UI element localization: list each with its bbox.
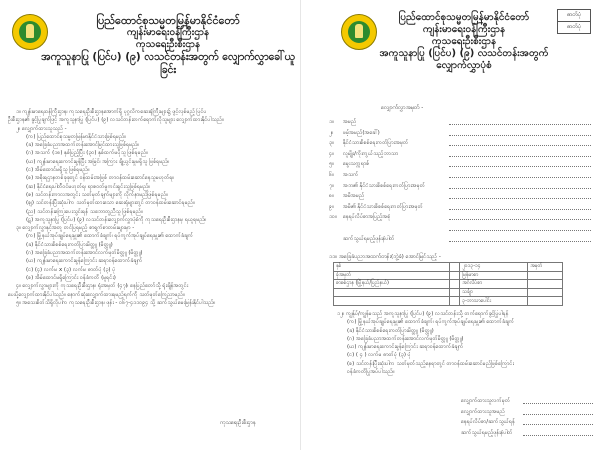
form-field-label: အသက်	[343, 171, 359, 178]
table-cell[interactable]	[334, 297, 450, 306]
header-line-3: ကုသရေးဦးစီးဌာန	[135, 39, 201, 51]
form-field-number: ၄။	[329, 150, 334, 157]
announcement-header	[40, 14, 296, 76]
form-field-row	[329, 159, 591, 170]
signature-input[interactable]	[523, 414, 593, 415]
signature-label: လျှောက်ထားသူအမည်	[461, 408, 505, 415]
form-field-label: မွေးသက္ကရာဇ်	[343, 161, 370, 168]
table-row	[334, 280, 563, 289]
form-field-row	[329, 138, 591, 149]
table-cell[interactable]	[528, 288, 563, 297]
form-field-row	[329, 191, 591, 202]
table-cell[interactable]	[528, 297, 563, 306]
form-field-number: ၁။	[329, 119, 334, 125]
form-field-input[interactable]	[449, 198, 591, 199]
declaration-line: (ဃ) ကျန်းမာရေးကောင်းမွန်ကြောင်း ဆရာဝန်ထောက်ခံချက်	[347, 344, 464, 351]
table-cell[interactable]	[528, 271, 563, 280]
paragraph-line: ၄။ လျှောက်လွှာများကို ကုသရေးဦးစီးဌာန၊ ရုံးအမှတ် (၄၇)၊ နေပြည်တော်သို့ ရုံးချိန်အတွင်း	[16, 283, 189, 290]
form-field-number: ၉။	[329, 203, 334, 210]
photo-box-bottom: ဓာတ်ပုံ	[558, 21, 590, 33]
paragraph-line: (ဃ) ကျန်းမာရေးကောင်းမွန်ပြီး အမြင်၊ အကြား ချို့ယွင်းမှုမရှိသူ ဖြစ်ရမည်။	[26, 158, 170, 165]
form-field-number: ၃။	[329, 140, 334, 147]
paragraph-line: (ဇ) သင်တန်းကာလအတွင်း သတ်မှတ်ချက်များကို လိုက်နာမည်ဖြစ်ရမည်။	[26, 191, 168, 198]
header-line-2: ကျန်းမာရေးဝန်ကြီးဌာန	[126, 27, 210, 39]
paragraph-line: (ဂ) အခြေခံပညာအထက်တန်းအောင်လက်မှတ်မိတ္တူ (မိတ္တူ)	[26, 250, 143, 257]
paragraph-line: (ဈ) သင်တန်းပြီးဆုံးပါက သတ်မှတ်ထားသော ဆေးရုံများတွင် တာဝန်ထမ်းဆောင်ရမည်။	[26, 200, 195, 207]
form-field-label: ဆက်သွယ်ရမည့်ဖုန်းနံပါတ်	[343, 235, 395, 242]
signature-row	[461, 417, 593, 428]
signature-label: ဆက်သွယ်ရမည့်ဖုန်းနံပါတ်	[461, 429, 513, 436]
table-cell[interactable]	[528, 280, 563, 289]
form-fields	[329, 117, 591, 244]
form-field-row	[329, 212, 591, 223]
table-cell[interactable]	[450, 288, 460, 297]
header-line-1: ပြည်ထောင်စုသမ္မတမြန်မာနိုင်ငံတော်	[96, 14, 240, 27]
form-field-number: ၅။	[329, 161, 334, 168]
table-cell: အမှတ်	[528, 263, 563, 272]
paragraph-line: ၅။ အသေးစိတ်သိရှိလိုပါက ကုသရေးဦးစီးဌာန၊ ဖုန်း - ၀၆၇-၄၁၁၀၉၄ သို့ ဆက်သွယ်မေးမြန်းနိုင်ပါသည်။	[16, 299, 216, 306]
photo-box-top: ဓာတ်ပုံ	[567, 12, 581, 18]
form-field-label: နိုင်ငံသားစိစစ်ရေးကတ်ပြားအမှတ်	[343, 140, 409, 147]
form-field-input[interactable]	[449, 230, 591, 231]
form-field-number: ၂။	[329, 129, 334, 136]
declaration-line: (င) ( ၄ ) လက်မ ဓာတ်ပုံ (၃) ပုံ	[347, 352, 411, 359]
table-cell: ၂၀၁၃-၁၄	[460, 263, 528, 272]
form-field-row	[329, 149, 591, 160]
table-cell[interactable]	[450, 297, 460, 306]
form-field-input[interactable]	[449, 219, 591, 220]
form-field-input[interactable]	[449, 188, 591, 189]
signature-label: နေရပ်လိပ်စာ/ဆက်သွယ်ရန်	[461, 419, 515, 426]
signature-row	[461, 407, 593, 418]
table-row	[334, 288, 563, 297]
table-cell: နှစ်	[334, 263, 450, 272]
announcement-body	[8, 108, 294, 307]
table-cell: အင်္ဂလိပ်စာ	[460, 280, 528, 289]
paragraph-line: (က) မြို့နယ်အုပ်ချုပ်ရေးမှူး၏ ထောက်ခံချက်၊ ရပ်ကွက်အုပ်ချုပ်ရေးမှူး၏ ထောက်ခံချက်	[26, 233, 194, 240]
table-cell[interactable]	[334, 288, 450, 297]
paragraph-line: (ခ) အခြေခံပညာအထက်တန်းအောင်မြင်ထားသူဖြစ်ရမည်။	[26, 142, 140, 149]
form-field-label: အဘ၏ နိုင်ငံသားစိစစ်ရေးကတ်ပြားအမှတ်	[343, 182, 426, 189]
paragraph-line: (င) (၄) လက်မ x (၃) လက်မ ဓာတ်ပုံ (၃) ပုံ	[26, 266, 116, 273]
form-field-row	[329, 202, 591, 213]
form-field-input[interactable]	[449, 166, 591, 167]
form-field-row	[329, 234, 591, 245]
signature-label: လျှောက်ထားသူလက်မှတ်	[461, 398, 511, 404]
form-signatures	[461, 396, 593, 438]
table-cell[interactable]	[450, 263, 460, 272]
table-cell[interactable]	[450, 271, 460, 280]
paragraph-line: (ဂ) အသက် (၁၈) နှစ်ပြည့်ပြီး (၃၀) နှစ်ထက်မပိုသူ ဖြစ်ရမည်။	[26, 150, 148, 157]
declaration-line: (က) မြို့နယ်အုပ်ချုပ်ရေးမှူး၏ ထောက်ခံချက်၊ ရပ်ကွက်အုပ်ချုပ်ရေးမှူး၏ ထောက်ခံချက်	[347, 319, 515, 326]
form-field-label: ဖမ့်အမည်(အခေါ်)	[343, 129, 380, 136]
paragraph-line: ၂။ လျှောက်ထားသူသည် -	[16, 125, 67, 132]
table-caption: ၁၁။ အခြေခံပညာအထက်တန်း(ဘွဲ့ခံ) အောင်မြင်သည့် -	[329, 254, 441, 260]
paragraph-line: (ဆ) နိုင်ငံရေးပါတီဝင်မဟုတ်ရ၊ ရာဇဝတ်မှုကင်းရှင်းသူဖြစ်ရမည်။	[26, 183, 151, 190]
form-field-input[interactable]	[449, 156, 591, 157]
declaration-line: (ဂ) အခြေခံပညာအထက်တန်းအောင်လက်မှတ်မိတ္တူ (မိတ္တူ)	[347, 335, 464, 342]
paragraph-line: (ဋ) အကူသူနာပြု (ပြင်ပ) (၉) လသင်တန်းလျှောက်လွှာပုံစံကို ကုသရေးဦးစီးဌာနမှ ရယူရမည်။	[26, 216, 207, 223]
form-header-line-2: ကျန်းမာရေးဝန်ကြီးဌာန	[422, 24, 506, 35]
paragraph-line: (ဃ) ကျန်းမာရေးကောင်းမွန်ကြောင်း ဆရာဝန်ထောက်ခံချက်	[26, 258, 143, 265]
exam-results-table	[333, 262, 563, 306]
table-cell[interactable]	[450, 280, 460, 289]
form-field-input[interactable]	[449, 241, 591, 242]
table-cell: ၃-ဘာသာပေါင်း	[460, 297, 528, 306]
form-subtitle: လျှောက်လွှာအမှတ် -	[381, 105, 424, 111]
form-header-line-1: ပြည်ထောင်စုသမ္မတမြန်မာနိုင်ငံတော်	[398, 12, 530, 23]
form-field-input[interactable]	[449, 177, 591, 178]
form-field-row	[329, 170, 591, 181]
form-header	[371, 12, 557, 72]
form-field-input[interactable]	[449, 145, 591, 146]
form-header-line-3: ကုသရေးဦးစီးဌာန	[431, 36, 497, 47]
form-field-row	[329, 181, 591, 192]
form-field-label: အမည်	[343, 119, 357, 125]
form-field-label: နေရပ်လိပ်စာအပြည့်အစုံ	[343, 214, 391, 221]
application-form-page	[300, 0, 600, 450]
header-line-4: အကူသူနာပြု (ပြင်ပ) (၉) လသင်တန်းအတွက် လျှောက်လွှာခေါ်ယူခြင်း	[41, 51, 295, 76]
paragraph-line: (ခ) နိုင်ငံသားစိစစ်ရေးကတ်ပြားမိတ္တူ (မိတ္တူ)	[26, 241, 113, 248]
paragraph-line: ဦးစီးဌာန၏ ခွင့်ပြုချက်ဖြင့် အကူသူနာပြု (ပြင်ပ) (၉) လသင်တန်းတက်ရောက်လိုသူများ လျှောက်ထားနိုင်ပါသည်။	[8, 117, 224, 124]
declaration-line: (ခ) နိုင်ငံသားစိစစ်ရေးကတ်ပြားမိတ္တူ (မိတ္တူ)	[347, 327, 434, 334]
form-field-row	[329, 117, 591, 128]
signature-input[interactable]	[523, 403, 593, 404]
paragraph-line: (စ) အစိုးရဌာနတစ်ခုခုတွင် ဝန်ထမ်းအဖြစ် တာဝန်ထမ်းဆောင်နေသူမဟုတ်ရ။	[26, 175, 175, 182]
declaration-line: ၁၂။ ကျွန်ုပ်/ကျွန်မသည် အကူသူနာပြု (ပြင်ပ) (၉) လသင်တန်းသို့ တက်ရောက်ခွင့်ပြုပါရန်	[337, 311, 509, 317]
paragraph-line: ပေးပို့လျှောက်ထားနိုင်ပါသည်။ နောက်ဆုံးလျှောက်ထားရမည့်ရက်ကို သတ်မှတ်ကြေညာမည်။	[8, 291, 185, 298]
table-cell: သင်္ချာ	[460, 288, 528, 297]
table-row	[334, 297, 563, 306]
declaration-line: ဝန်ခံကတိပြုအပ်ပါသည်။	[347, 369, 395, 376]
form-field-input[interactable]	[449, 209, 591, 210]
form-field-input[interactable]	[449, 124, 591, 125]
form-field-label: လူမျိုး/ကိုးကွယ်သည့်ဘာသာ	[343, 150, 399, 157]
announcement-signature: ကုသရေးဦးစီးဌာန	[220, 420, 256, 426]
form-field-input[interactable]	[449, 135, 591, 136]
form-field-label: အမိအမည်	[343, 193, 365, 200]
form-field-number: ၁၀။	[329, 214, 337, 221]
paragraph-line: ၃။ လျှောက်လွှာနှင့်အတူ တင်ပြရမည့် စာရွက်စာတမ်းများမှာ -	[16, 225, 135, 232]
form-field-label: အမိ၏ နိုင်ငံသားစိစစ်ရေးကတ်ပြားအမှတ်	[343, 203, 423, 210]
table-row	[334, 271, 563, 280]
form-header-line-4: အကူသူနာပြု (ပြင်ပ) (၉) လသင်တန်းအတွက် လျှောက်လွှာပုံစံ	[379, 48, 549, 71]
form-field-row	[329, 223, 591, 234]
paragraph-line: (က) ပြည်ထောင်စုသမ္မတမြန်မာနိုင်ငံသားဖြစ်ရမည်။	[26, 133, 126, 140]
form-field-row	[329, 128, 591, 139]
form-field-number: ၇။	[329, 182, 334, 189]
paragraph-line: (ည) သင်တန်းကြေးပေးသွင်းရန် သဘောတူညီသူ ဖြစ်ရမည်။	[26, 208, 143, 215]
table-cell: စာစစ်ဌာန (မြို့နယ်/ပြည်နယ်)	[334, 280, 450, 289]
signature-row	[461, 396, 593, 407]
table-cell: ခုံအမှတ်	[334, 271, 450, 280]
form-field-number: ၆။	[329, 171, 334, 178]
signature-input[interactable]	[523, 435, 593, 436]
signature-input[interactable]	[523, 424, 593, 425]
table-row	[334, 263, 563, 272]
photo-box	[557, 9, 591, 34]
signature-row	[461, 428, 593, 439]
form-field-number: ၈။	[329, 193, 334, 200]
declaration-line: (စ) သင်တန်းပြီးဆုံးပါက သတ်မှတ်သည့်နေရာတွင် တာဝန်ထမ်းဆောင်မည်ဖြစ်ကြောင်း	[347, 360, 514, 367]
paragraph-line: ၁။ ကျန်းမာရေးဝန်ကြီးဌာန၊ ကုသရေးဦးစီးဌာနအောက်ရှိ ပုဂ္ဂလိကဆေးရုံကြီးများ၌ ဖွင့်လှစ်မည့် ပြင်ပ	[16, 109, 207, 115]
paragraph-line: (င) အိမ်ထောင်မရှိသူ ဖြစ်ရမည်။	[26, 167, 90, 174]
paragraph-line: (စ) အိမ်ထောင်မရှိကြောင်း ဝန်ခံကတိ (မူရင်း)	[26, 274, 116, 281]
form-declaration	[329, 310, 595, 376]
table-cell: မြန်မာစာ	[460, 271, 528, 280]
